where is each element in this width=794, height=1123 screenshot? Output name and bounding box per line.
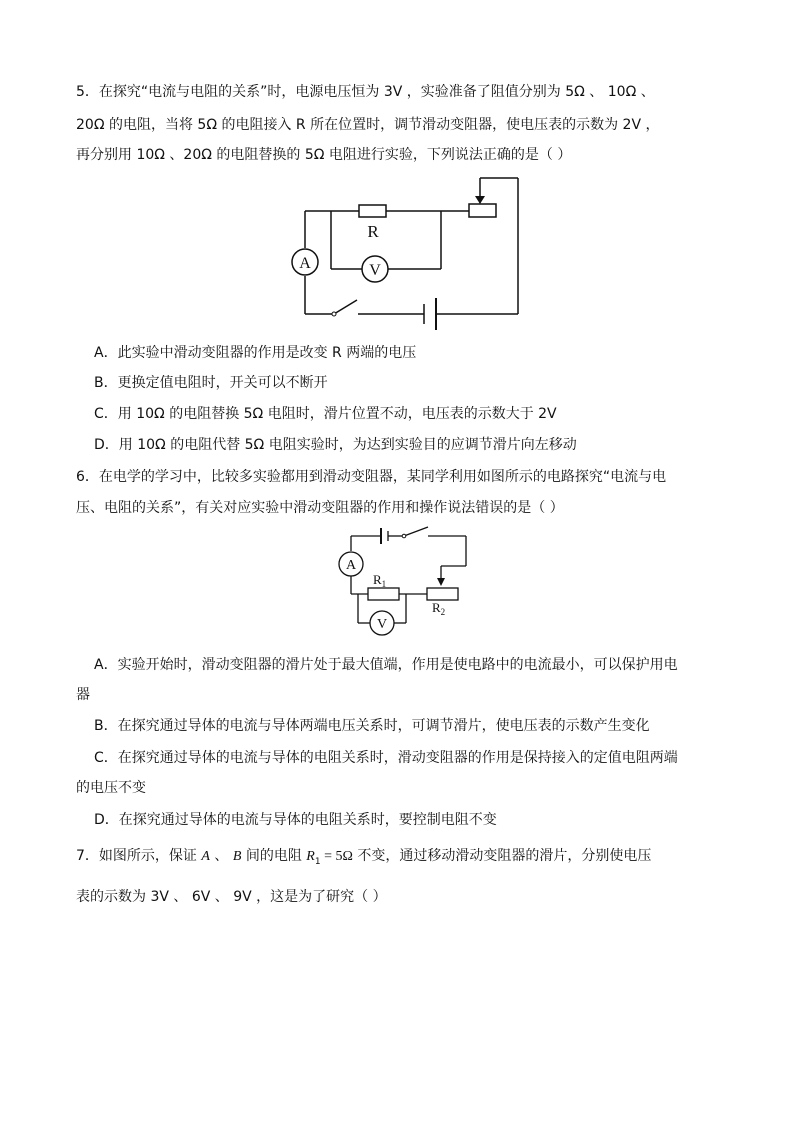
q7-r1-symbol: R	[306, 849, 315, 864]
q7-text-d: 不变，通过移动滑动变阻器的滑片，分别使电压	[352, 848, 652, 864]
rheostat-r2	[427, 588, 458, 600]
r1-label: $R_1$	[373, 572, 387, 589]
ammeter-label: A	[299, 255, 311, 272]
q5-option-c: C．用 10Ω 的电阻替换 5Ω 电阻时，滑片位置不动，电压表的示数大于 2V	[94, 406, 557, 422]
q6-option-d: D．在探究通过导体的电流与导体的电阻关系时，要控制电阻不变	[94, 812, 497, 828]
q7-text-c: 间的电阻	[241, 848, 307, 864]
q6-option-a-line1: A．实验开始时，滑动变阻器的滑片处于最大值端，作用是使电路中的电流最小，可以保护用电	[94, 657, 678, 673]
q7-r1-sub: 1	[314, 856, 321, 867]
q7-r1-value: = 5Ω	[320, 849, 353, 864]
r2-label: $R_2$	[432, 600, 446, 617]
q5-option-a: A．此实验中滑动变阻器的作用是改变 R 两端的电压	[94, 345, 417, 361]
q7-text-b: 、	[209, 848, 233, 864]
resistor-r1	[368, 588, 399, 600]
q5-stem-line2: 20Ω 的电阻，当将 5Ω 的电阻接入 R 所在位置时，调节滑动变阻器，使电压表的示数为 2V ，	[76, 117, 660, 133]
resistor-r-label: R	[367, 222, 379, 241]
q6-stem-line1: 6．在电学的学习中，比较多实验都用到滑动变阻器，某同学利用如图所示的电路探究“电流与电	[76, 469, 667, 485]
ammeter-label: A	[345, 558, 357, 573]
q5-stem-line1: 5．在探究“电流与电阻的关系”时，电源电压恒为 3V ，实验准备了阻值分别为 5Ω 、 10Ω 、	[76, 84, 655, 100]
q7-stem-line1	[76, 846, 651, 872]
q6-option-c-line1: C．在探究通过导体的电流与导体的电阻关系时，滑动变阻器的作用是保持接入的定值电阻两端	[94, 750, 678, 766]
q7-point-b: B	[232, 849, 242, 864]
q7-stem-line2: 表的示数为 3V 、 6V 、 9V ，这是为了研究（ ）	[76, 889, 387, 905]
q6-option-b: B．在探究通过导体的电流与导体两端电压关系时，可调节滑片，使电压表的示数产生变化	[94, 718, 650, 734]
q6-option-c-line2: 的电压不变	[76, 780, 146, 796]
q5-stem-line3: 再分别用 10Ω 、20Ω 的电阻替换的 5Ω 电阻进行实验，下列说法正确的是（ ）	[76, 147, 572, 163]
voltmeter-label: V	[376, 617, 388, 632]
q5-option-b: B．更换定值电阻时，开关可以不断开	[94, 375, 328, 391]
q7-point-a: A	[201, 849, 210, 864]
q7-text-a: 7．如图所示，保证	[76, 848, 202, 864]
q5-option-d: D．用 10Ω 的电阻代替 5Ω 电阻实验时，为达到实验目的应调节滑片向左移动	[94, 437, 577, 453]
q6-option-a-line2: 器	[76, 687, 90, 703]
voltmeter-label: V	[369, 262, 381, 279]
q6-stem-line2: 压、电阻的关系”，有关对应实验中滑动变阻器的作用和操作说法错误的是（ ）	[76, 500, 564, 516]
